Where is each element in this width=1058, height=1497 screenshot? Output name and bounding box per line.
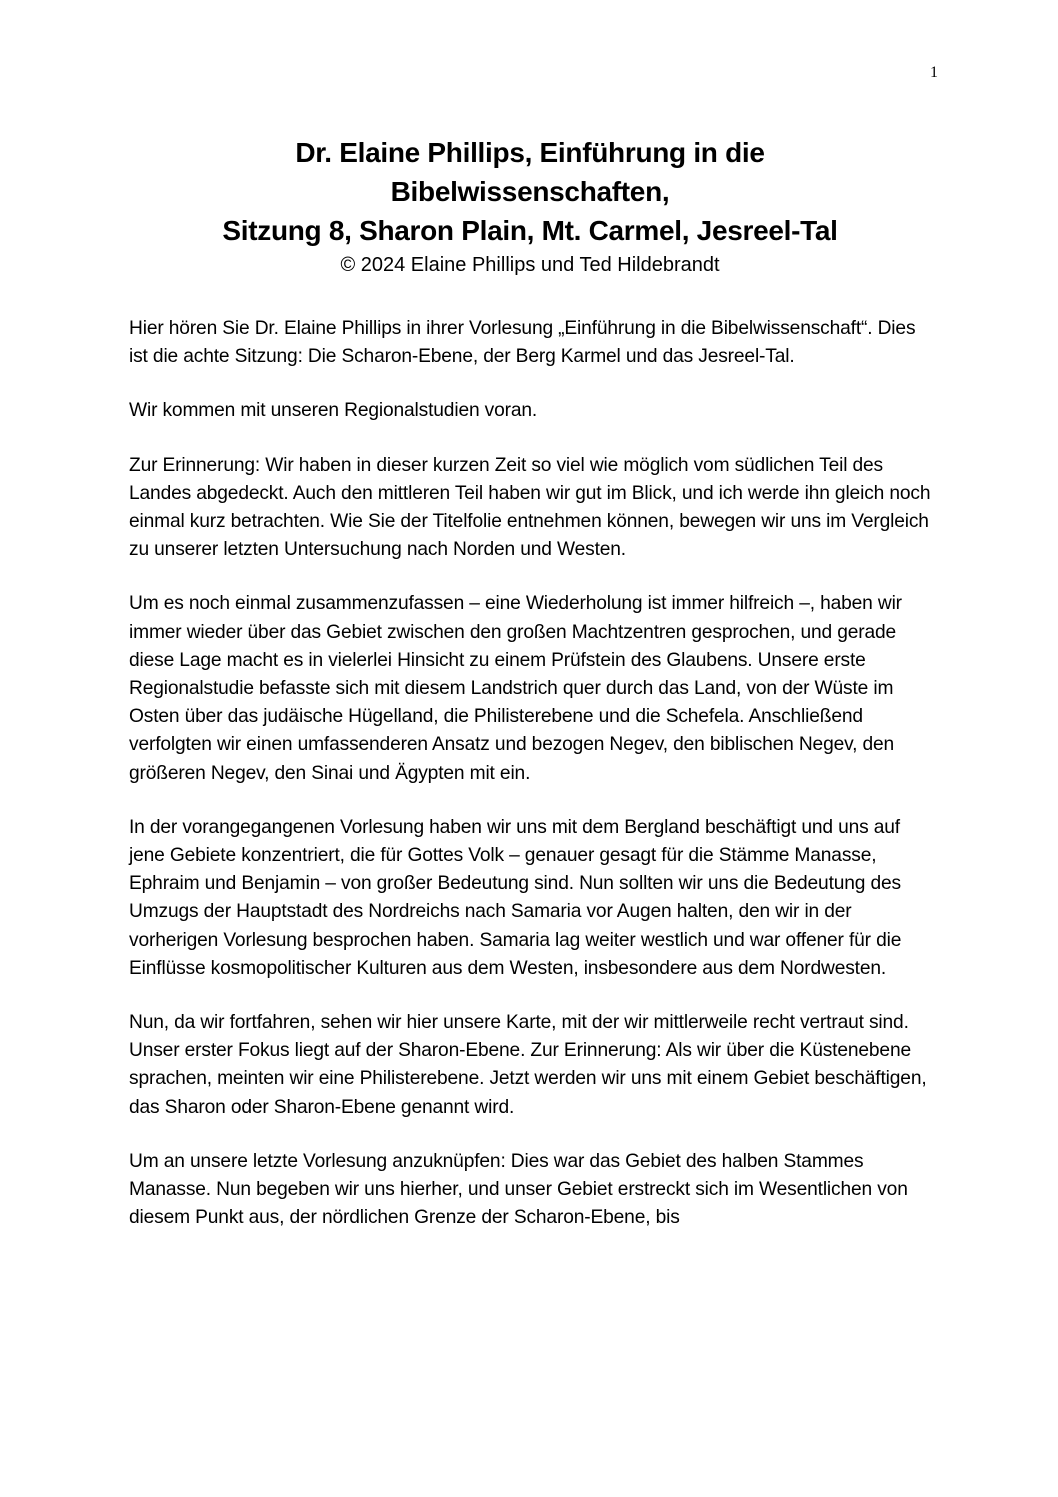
paragraph-map: Nun, da wir fortfahren, sehen wir hier unsere Karte, mit der wir mittlerweile recht vertraut sind. Unser erster Fokus liegt auf der Sharon-Ebene. Zur Erinnerung: Als wir über die Küstenebene sprachen, meinten wir eine Philisterebene. Jetzt werden wir uns mit einem Gebiet beschäftigen, das Sharon oder Sharon-Ebene genannt wird. [129, 1012, 927, 1118]
paragraph-progress: Wir kommen mit unseren Regionalstudien voran. [129, 400, 538, 422]
page-number: 1 [930, 64, 938, 81]
paragraph-manasse: Um an unsere letzte Vorlesung anzuknüpfen: Dies war das Gebiet des halben Stammes Manasse. Nun begeben wir uns hierher, und unser Gebiet erstreckt sich im Wesentlichen von diesem Punkt aus, der nördlichen Grenze der Scharon-Ebene, bis [129, 1150, 908, 1229]
paragraph-intro: Hier hören Sie Dr. Elaine Phillips in ihrer Vorlesung „Einführung in die Bibelwissenschaft“. Dies ist die achte Sitzung: Die Scharon-Ebene, der Berg Karmel und das Jesreel-Tal. [129, 318, 916, 368]
body-text [129, 315, 934, 1258]
paragraph-reminder: Zur Erinnerung: Wir haben in dieser kurzen Zeit so viel wie möglich vom südlichen Teil des Landes abgedeckt. Auch den mittleren Teil haben wir gut im Blick, und ich werde ihn gleich noch einmal kurz betrachten. Wie Sie der Titelfolie entnehmen können, bewegen wir uns im Vergleich zu unserer letzten Untersuchung nach Norden und Westen. [129, 454, 931, 561]
title-block [130, 133, 930, 279]
paragraph-summary: Um es noch einmal zusammenzufassen – eine Wiederholung ist immer hilfreich –, haben wir immer wieder über das Gebiet zwischen den großen Machtzentren gesprochen, und gerade diese Lage macht es in vielerlei Hinsicht zu einem Prüfstein des Glaubens. Unsere erste Regionalstudie befasste sich mit diesem Landstrich quer durch das Land, von der Wüste im Osten über das judäische Hügelland, die Philisterebene und die Schefela. Anschließend verfolgten wir einen umfassenderen Ansatz und bezogen Negev, den biblischen Negev, den größeren Negev, den Sinai und Ägypten mit ein. [129, 593, 902, 784]
title-line-3: Sitzung 8, Sharon Plain, Mt. Carmel, Jesreel-Tal [222, 215, 838, 246]
paragraph-previous-lecture: In der vorangegangenen Vorlesung haben wir uns mit dem Bergland beschäftigt und uns auf jene Gebiete konzentriert, die für Gottes Volk – genauer gesagt für die Stämme Manasse, Ephraim und Benjamin – von großer Bedeutung sind. Nun sollten wir uns die Bedeutung des Umzugs der Hauptstadt des Nordreichs nach Samaria vor Augen halten, den wir in der vorherigen Vorlesung besprochen haben. Samaria lag weiter westlich und war offener für die Einflüsse kosmopolitischer Kulturen aus dem Westen, insbesondere aus dem Nordwesten. [129, 816, 902, 979]
title-line-1: Dr. Elaine Phillips, Einführung in die [295, 137, 765, 168]
title-line-2: Bibelwissenschaften, [390, 176, 670, 207]
copyright-notice: © 2024 Elaine Phillips und Ted Hildebrandt [340, 254, 720, 276]
